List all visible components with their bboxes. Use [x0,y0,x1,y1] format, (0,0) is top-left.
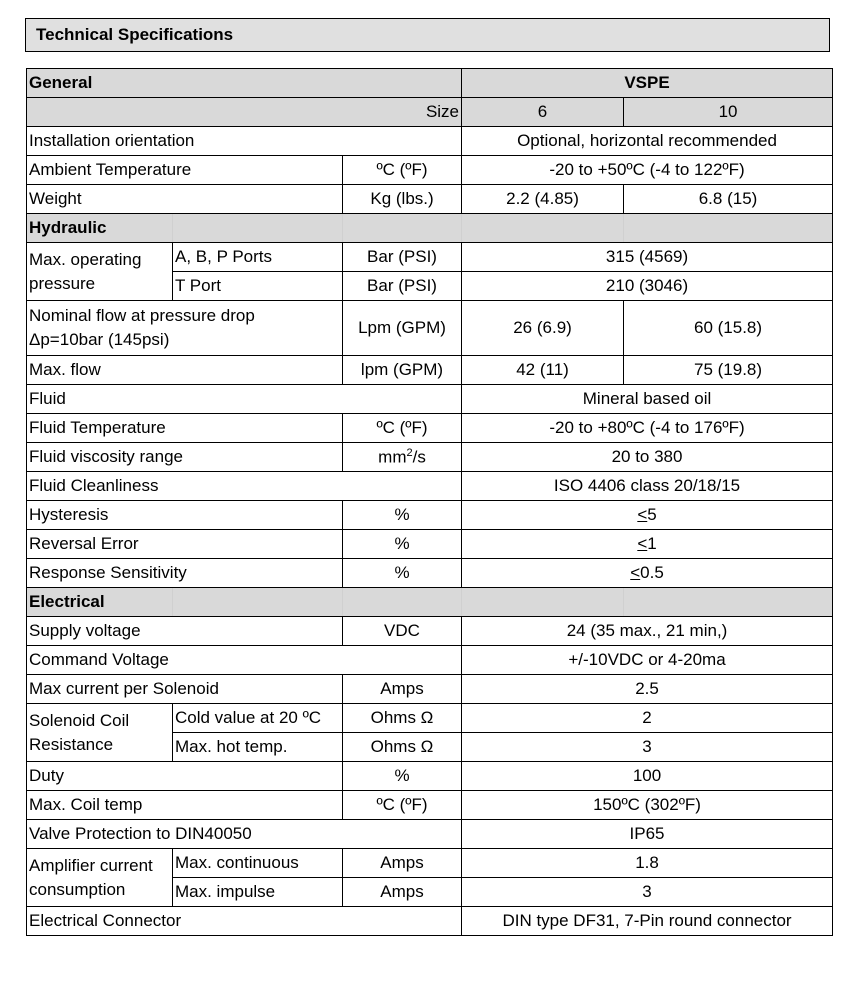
row-value: Mineral based oil [462,385,833,414]
row-value-10: 75 (19.8) [624,356,833,385]
row-sublabel: Max. impulse [173,878,343,907]
row-unit: ºC (ºF) [343,791,462,820]
table-row [27,301,833,356]
row-label: Supply voltage [27,617,343,646]
table-row [27,617,833,646]
row-unit: Kg (lbs.) [343,185,462,214]
row-sublabel: Max. continuous [173,849,343,878]
hydraulic-section-row [27,214,833,243]
table-row [27,243,833,272]
table-row [27,791,833,820]
row-label: Electrical Connector [27,907,462,936]
row-label: Amplifier current consumption [27,849,173,907]
row-label: Fluid Cleanliness [27,472,462,501]
table-row [27,443,833,472]
row-unit: ºC (ºF) [343,414,462,443]
row-label: Duty [27,762,343,791]
row-sublabel: A, B, P Ports [173,243,343,272]
table-row [27,820,833,849]
table-row [27,414,833,443]
row-unit: Amps [343,878,462,907]
row-unit: Lpm (GPM) [343,301,462,356]
row-label: Reversal Error [27,530,343,559]
size-row [27,98,833,127]
row-unit: Ohms Ω [343,733,462,762]
row-value: -20 to +80ºC (-4 to 176ºF) [462,414,833,443]
table-row [27,762,833,791]
table-row [27,385,833,414]
row-sublabel: T Port [173,272,343,301]
row-value-10: 6.8 (15) [624,185,833,214]
row-value-6: 42 (11) [462,356,624,385]
row-value: 100 [462,762,833,791]
row-value: <0.5 [462,559,833,588]
table-row [27,501,833,530]
row-unit: Bar (PSI) [343,272,462,301]
row-value: 315 (4569) [462,243,833,272]
row-label: Fluid Temperature [27,414,343,443]
row-unit: VDC [343,617,462,646]
row-unit: lpm (GPM) [343,356,462,385]
table-row [27,675,833,704]
row-value: -20 to +50ºC (-4 to 122ºF) [462,156,833,185]
row-unit: % [343,762,462,791]
table-row [27,559,833,588]
spec-table [26,68,833,936]
row-label: Hysteresis [27,501,343,530]
table-row [27,646,833,675]
row-label: Valve Protection to DIN40050 [27,820,462,849]
table-row [27,907,833,936]
row-label: Ambient Temperature [27,156,343,185]
row-unit: Amps [343,675,462,704]
row-value: 2.5 [462,675,833,704]
row-unit: % [343,501,462,530]
row-unit: Amps [343,849,462,878]
row-value: ISO 4406 class 20/18/15 [462,472,833,501]
row-value-6: 2.2 (4.85) [462,185,624,214]
row-label: Installation orientation [27,127,462,156]
row-label: Weight [27,185,343,214]
row-unit: ºC (ºF) [343,156,462,185]
row-value: Optional, horizontal recommended [462,127,833,156]
row-value: 210 (3046) [462,272,833,301]
general-header: General [27,69,462,98]
row-label: Max. Coil temp [27,791,343,820]
row-label: Fluid viscosity range [27,443,343,472]
table-row [27,530,833,559]
electrical-section-row [27,588,833,617]
row-value: <1 [462,530,833,559]
row-value: 150ºC (302ºF) [462,791,833,820]
row-label: Response Sensitivity [27,559,343,588]
size-6: 6 [462,98,624,127]
row-value: 3 [462,878,833,907]
row-value: 2 [462,704,833,733]
row-value: <5 [462,501,833,530]
row-unit: Ohms Ω [343,704,462,733]
table-row [27,185,833,214]
row-label: Solenoid Coil Resistance [27,704,173,762]
row-value-6: 26 (6.9) [462,301,624,356]
row-label: Fluid [27,385,462,414]
row-unit: % [343,559,462,588]
row-label: Command Voltage [27,646,462,675]
hydraulic-header: Hydraulic [27,214,173,243]
size-10: 10 [624,98,833,127]
model-header: VSPE [462,69,833,98]
table-row [27,704,833,733]
row-label: Max. flow [27,356,343,385]
row-unit: $mm^2/s$ [343,443,462,472]
header-row [27,69,833,98]
row-value: DIN type DF31, 7-Pin round connector [462,907,833,936]
row-value: 3 [462,733,833,762]
table-row [27,156,833,185]
row-label: Nominal flow at pressure drop Δp=10bar (145psi) [27,301,343,356]
row-value: IP65 [462,820,833,849]
row-label: Max current per Solenoid [27,675,343,704]
row-unit: % [343,530,462,559]
row-unit: Bar (PSI) [343,243,462,272]
size-label: Size [27,98,462,127]
table-row [27,356,833,385]
row-sublabel: Max. hot temp. [173,733,343,762]
row-value: 20 to 380 [462,443,833,472]
electrical-header: Electrical [27,588,173,617]
table-row [27,849,833,878]
row-value-10: 60 (15.8) [624,301,833,356]
row-value: +/-10VDC or 4-20ma [462,646,833,675]
table-row [27,127,833,156]
row-value: 1.8 [462,849,833,878]
page-title: Technical Specifications [25,18,830,52]
row-sublabel: Cold value at 20 ºC [173,704,343,733]
row-value: 24 (35 max., 21 min,) [462,617,833,646]
row-label: Max. operating pressure [27,243,173,301]
table-row [27,472,833,501]
